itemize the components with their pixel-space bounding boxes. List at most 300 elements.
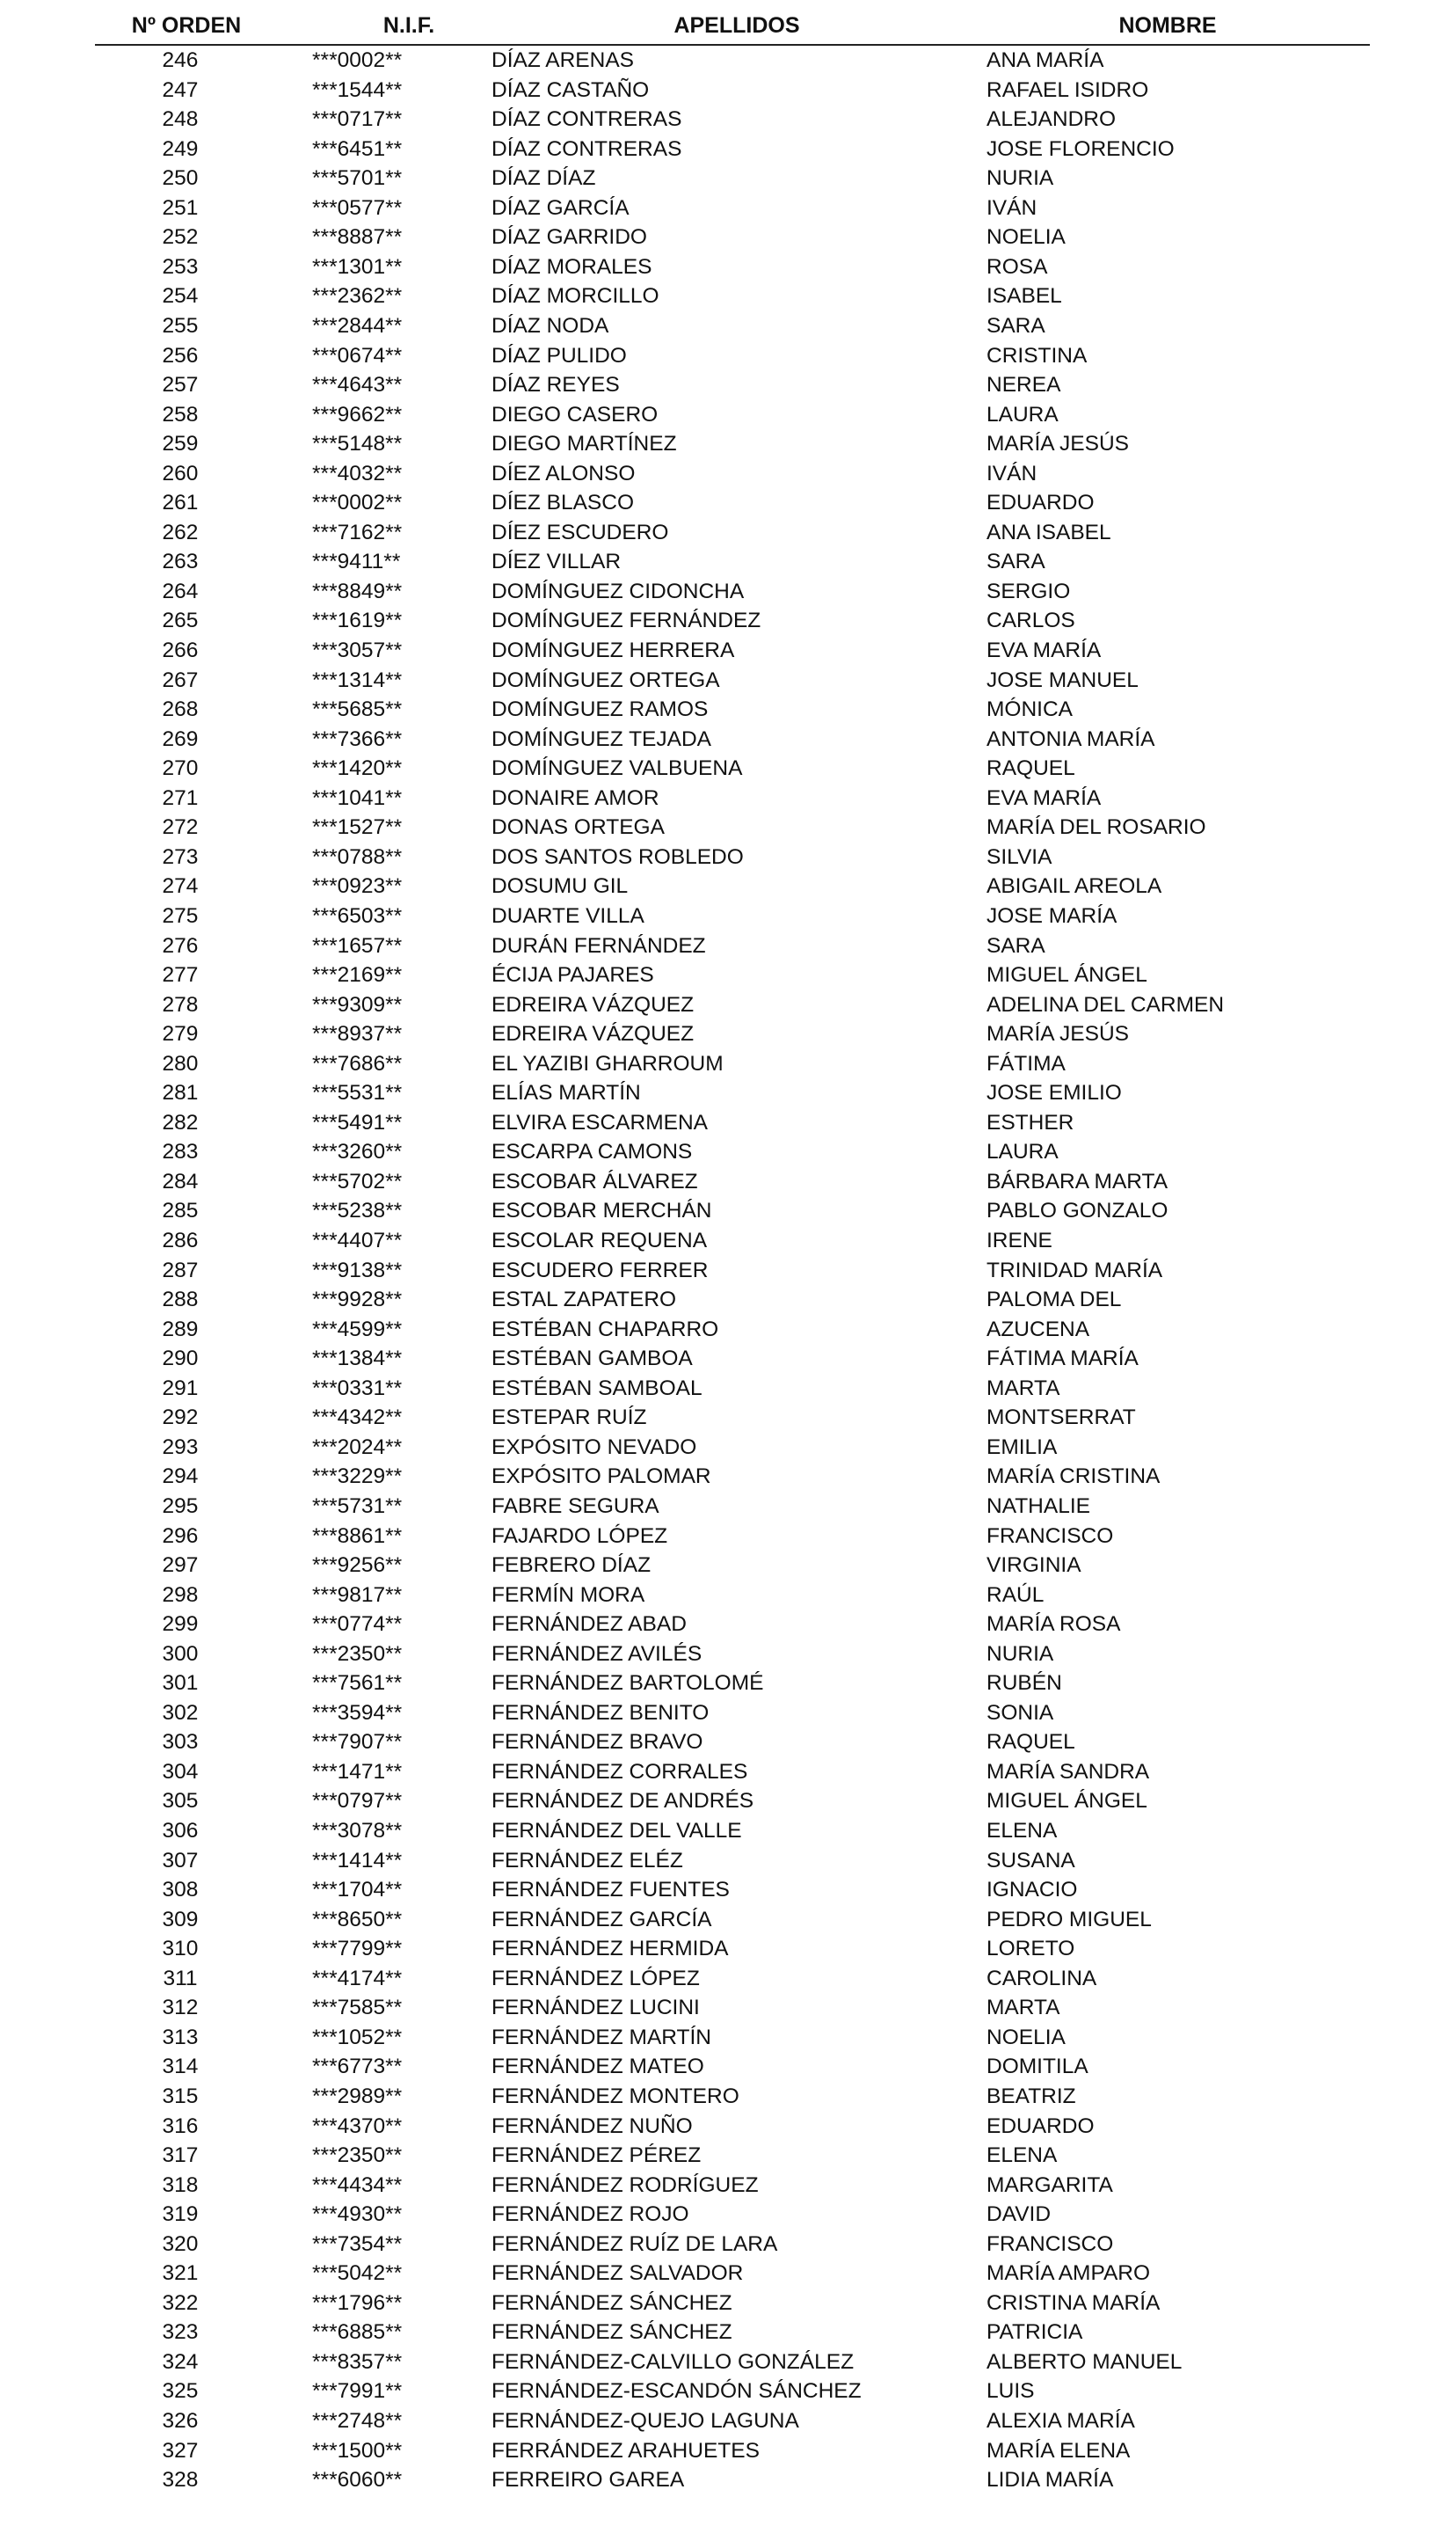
table-row [0, 1462, 1456, 1492]
table-row [0, 1226, 1456, 1256]
cell-apellidos: DÍEZ ESCUDERO [491, 520, 669, 544]
cell-orden: 280 [162, 1051, 199, 1076]
cell-nombre: ANA ISABEL [986, 520, 1111, 544]
table-row [0, 1137, 1456, 1167]
cell-apellidos: FERNÁNDEZ MONTERO [491, 2084, 739, 2108]
cell-nif: ***6885** [312, 2320, 403, 2345]
cell-orden: 269 [162, 726, 199, 751]
cell-nombre: EDUARDO [986, 2114, 1095, 2138]
header-nombre: NOMBRE [1118, 13, 1217, 38]
cell-apellidos: DÍAZ GARRIDO [491, 225, 647, 250]
table-row [0, 1433, 1456, 1463]
cell-nombre: ISABEL [986, 284, 1062, 309]
cell-orden: 273 [162, 844, 199, 869]
cell-apellidos: DÍEZ VILLAR [491, 550, 622, 574]
cell-nombre: SARA [986, 933, 1045, 958]
cell-nombre: ALEXIA MARÍA [986, 2409, 1135, 2433]
cell-nombre: ROSA [986, 254, 1048, 279]
table-row [0, 1285, 1456, 1315]
table-row [0, 46, 1456, 76]
table-row [0, 1108, 1456, 1138]
cell-nif: ***3078** [312, 1819, 403, 1843]
table-row [0, 1639, 1456, 1669]
cell-apellidos: FERNÁNDEZ-CALVILLO GONZÁLEZ [491, 2349, 855, 2374]
cell-nombre: CARLOS [986, 609, 1075, 633]
cell-nif: ***9411** [312, 550, 401, 574]
table-row [0, 1846, 1456, 1876]
cell-nombre: ANTONIA MARÍA [986, 726, 1155, 751]
table-row [0, 2318, 1456, 2347]
table-row [0, 1816, 1456, 1846]
cell-apellidos: DOMÍNGUEZ VALBUENA [491, 756, 743, 781]
cell-apellidos: ESTEPAR RUÍZ [491, 1405, 647, 1430]
cell-nombre: MARÍA CRISTINA [986, 1464, 1161, 1489]
cell-apellidos: DÍAZ REYES [491, 373, 620, 398]
cell-nombre: MARTA [986, 1376, 1060, 1400]
cell-nombre: LIDIA MARÍA [986, 2468, 1114, 2493]
cell-nombre: CRISTINA MARÍA [986, 2290, 1161, 2315]
cell-nif: ***2989** [312, 2084, 403, 2108]
cell-orden: 310 [162, 1937, 199, 1961]
cell-nombre: ANA MARÍA [986, 48, 1104, 72]
table-row [0, 784, 1456, 814]
cell-apellidos: FERNÁNDEZ BENITO [491, 1700, 710, 1725]
cell-nif: ***1500** [312, 2438, 403, 2463]
cell-nombre: PEDRO MIGUEL [986, 1907, 1152, 1931]
cell-nombre: TRINIDAD MARÍA [986, 1258, 1163, 1282]
cell-apellidos: ESTÉBAN CHAPARRO [491, 1317, 719, 1341]
cell-orden: 265 [162, 609, 199, 633]
cell-orden: 302 [162, 1700, 199, 1725]
cell-nif: ***4032** [312, 461, 403, 485]
cell-nombre: JOSE MANUEL [986, 668, 1139, 692]
cell-orden: 319 [162, 2202, 199, 2227]
cell-nif: ***5702** [312, 1169, 403, 1194]
cell-nif: ***4434** [312, 2172, 403, 2197]
cell-nombre: EMILIA [986, 1435, 1058, 1459]
cell-apellidos: FERNÁNDEZ DE ANDRÉS [491, 1789, 754, 1814]
table-row [0, 429, 1456, 459]
cell-nombre: IGNACIO [986, 1878, 1078, 1902]
cell-nombre: MONTSERRAT [986, 1405, 1136, 1430]
table-row [0, 1668, 1456, 1698]
table-row [0, 1403, 1456, 1433]
cell-orden: 307 [162, 1848, 199, 1873]
table-row [0, 2023, 1456, 2053]
cell-nombre: FRANCISCO [986, 2231, 1114, 2256]
cell-nif: ***8861** [312, 1523, 403, 1548]
cell-nif: ***9138** [312, 1258, 403, 1282]
cell-orden: 304 [162, 1759, 199, 1784]
cell-nombre: NEREA [986, 373, 1061, 398]
table-row [0, 1167, 1456, 1197]
cell-nombre: MARÍA JESÚS [986, 1022, 1130, 1047]
cell-orden: 320 [162, 2231, 199, 2256]
cell-nif: ***4407** [312, 1229, 403, 1252]
cell-apellidos: EDREIRA VÁZQUEZ [491, 1022, 695, 1047]
cell-nif: ***4370** [312, 2114, 403, 2138]
table-row [0, 1727, 1456, 1757]
cell-nif: ***0788** [312, 844, 403, 869]
cell-nombre: BÁRBARA MARTA [986, 1169, 1168, 1194]
cell-apellidos: FERNÁNDEZ-ESCANDÓN SÁNCHEZ [491, 2379, 862, 2404]
cell-nombre: RAFAEL ISIDRO [986, 77, 1149, 102]
cell-orden: 266 [162, 639, 199, 662]
cell-nif: ***8650** [312, 1907, 403, 1931]
cell-nombre: MARÍA AMPARO [986, 2261, 1151, 2286]
cell-nombre: MARÍA DEL ROSARIO [986, 815, 1206, 840]
cell-nif: ***7366** [312, 726, 403, 751]
table-row [0, 341, 1456, 371]
cell-nombre: VIRGINIA [986, 1553, 1081, 1578]
cell-nif: ***1420** [312, 756, 403, 781]
cell-nif: ***7907** [312, 1730, 403, 1755]
cell-orden: 246 [162, 48, 199, 72]
cell-nif: ***5685** [312, 697, 403, 722]
table-row [0, 695, 1456, 725]
cell-orden: 268 [162, 697, 199, 722]
table-row [0, 2436, 1456, 2466]
cell-orden: 281 [162, 1081, 199, 1106]
cell-nombre: LORETO [986, 1937, 1075, 1961]
cell-orden: 296 [162, 1523, 199, 1548]
cell-nombre: MÓNICA [986, 697, 1073, 722]
cell-nombre: DAVID [986, 2202, 1052, 2227]
cell-nif: ***1704** [312, 1878, 403, 1902]
cell-nif: ***1414** [312, 1848, 403, 1873]
cell-nombre: RAQUEL [986, 1730, 1075, 1755]
cell-nombre: PALOMA DEL [986, 1288, 1122, 1312]
cell-nif: ***4342** [312, 1405, 403, 1430]
cell-orden: 292 [162, 1405, 199, 1430]
cell-nif: ***0577** [312, 195, 403, 220]
cell-apellidos: EL YAZIBI GHARROUM [491, 1051, 724, 1076]
cell-apellidos: DUARTE VILLA [491, 903, 644, 928]
cell-orden: 283 [162, 1140, 199, 1164]
cell-apellidos: DONAS ORTEGA [491, 815, 665, 840]
cell-orden: 277 [162, 963, 199, 988]
header-nif: N.I.F. [382, 13, 435, 38]
cell-apellidos: ESTAL ZAPATERO [491, 1288, 677, 1312]
table-row [0, 1934, 1456, 1964]
cell-orden: 306 [162, 1819, 199, 1843]
cell-apellidos: DÍEZ ALONSO [491, 461, 636, 485]
cell-nombre: IVÁN [986, 461, 1037, 485]
cell-apellidos: DÍAZ NODA [491, 313, 609, 338]
cell-nif: ***1314** [312, 668, 403, 692]
cell-nif: ***8849** [312, 579, 403, 603]
table-row [0, 1551, 1456, 1581]
cell-apellidos: FAJARDO LÓPEZ [491, 1523, 668, 1548]
cell-nombre: SARA [986, 313, 1045, 338]
cell-nombre: SARA [986, 550, 1045, 574]
cell-nombre: CRISTINA [986, 343, 1088, 368]
table-row [0, 2406, 1456, 2436]
table-row [0, 1019, 1456, 1049]
cell-apellidos: ESCUDERO FERRER [491, 1258, 709, 1282]
cell-nif: ***9928** [312, 1288, 403, 1312]
cell-nif: ***8937** [312, 1022, 403, 1047]
cell-nif: ***7991** [312, 2379, 403, 2404]
cell-apellidos: FERNÁNDEZ DEL VALLE [491, 1819, 742, 1843]
cell-orden: 252 [162, 225, 199, 250]
header-orden: Nº ORDEN [131, 13, 242, 38]
cell-orden: 287 [162, 1258, 199, 1282]
cell-apellidos: FERNÁNDEZ ELÉZ [491, 1848, 683, 1873]
cell-orden: 284 [162, 1169, 199, 1194]
table-row [0, 577, 1456, 607]
cell-nombre: ELENA [986, 1819, 1058, 1843]
cell-orden: 256 [162, 343, 199, 368]
cell-nombre: JOSE MARÍA [986, 903, 1117, 928]
cell-nif: ***7686** [312, 1051, 403, 1076]
cell-apellidos: FERNÁNDEZ LUCINI [491, 1996, 700, 2020]
cell-nif: ***0774** [312, 1612, 403, 1637]
cell-apellidos: ÉCIJA PAJARES [491, 963, 654, 988]
cell-orden: 305 [162, 1789, 199, 1814]
table-row [0, 960, 1456, 990]
cell-nombre: CAROLINA [986, 1966, 1097, 1990]
cell-apellidos: DOMÍNGUEZ FERNÁNDEZ [491, 609, 761, 633]
cell-orden: 264 [162, 579, 199, 603]
cell-orden: 294 [162, 1464, 199, 1489]
cell-nif: ***3229** [312, 1464, 403, 1489]
cell-nif: ***0717** [312, 107, 403, 132]
cell-orden: 291 [162, 1376, 199, 1400]
table-row [0, 1492, 1456, 1522]
cell-apellidos: ESTÉBAN GAMBOA [491, 1347, 693, 1371]
cell-apellidos: DÍAZ MORALES [491, 254, 652, 279]
table-row [0, 1522, 1456, 1551]
cell-orden: 272 [162, 815, 199, 840]
cell-orden: 321 [162, 2261, 199, 2286]
cell-nombre: ALBERTO MANUEL [986, 2349, 1183, 2374]
table-row [0, 931, 1456, 961]
cell-apellidos: FERNÁNDEZ SÁNCHEZ [491, 2320, 732, 2345]
table-row [0, 606, 1456, 636]
cell-nombre: BEATRIZ [986, 2084, 1076, 2108]
cell-nombre: IRENE [986, 1229, 1052, 1252]
cell-apellidos: FERNÁNDEZ CORRALES [491, 1759, 748, 1784]
cell-orden: 308 [162, 1878, 199, 1902]
cell-apellidos: FERNÁNDEZ BARTOLOMÉ [491, 1671, 764, 1696]
cell-nif: ***2350** [312, 1641, 403, 1666]
cell-apellidos: FERNÁNDEZ ABAD [491, 1612, 687, 1637]
cell-nif: ***5701** [312, 166, 403, 191]
cell-apellidos: ESCOBAR MERCHÁN [491, 1199, 712, 1223]
cell-nombre: ADELINA DEL CARMEN [986, 992, 1225, 1017]
cell-orden: 318 [162, 2172, 199, 2197]
table-row [0, 311, 1456, 341]
cell-apellidos: FERNÁNDEZ MATEO [491, 2055, 704, 2079]
table-row [0, 1196, 1456, 1226]
cell-nif: ***2844** [312, 313, 403, 338]
cell-apellidos: DOMÍNGUEZ HERRERA [491, 639, 735, 662]
cell-orden: 300 [162, 1641, 199, 1666]
cell-apellidos: ELÍAS MARTÍN [491, 1081, 641, 1106]
table-row [0, 488, 1456, 518]
cell-nif: ***5042** [312, 2261, 403, 2286]
cell-apellidos: FERNÁNDEZ ROJO [491, 2202, 689, 2227]
table-row [0, 2052, 1456, 2082]
cell-orden: 309 [162, 1907, 199, 1931]
cell-apellidos: FERNÁNDEZ SALVADOR [491, 2261, 744, 2286]
cell-nif: ***4643** [312, 373, 403, 398]
cell-apellidos: EXPÓSITO PALOMAR [491, 1464, 711, 1489]
cell-orden: 324 [162, 2349, 199, 2374]
cell-orden: 285 [162, 1199, 199, 1223]
cell-apellidos: ELVIRA ESCARMENA [491, 1110, 708, 1135]
cell-apellidos: DOMÍNGUEZ RAMOS [491, 697, 709, 722]
cell-apellidos: FERNÁNDEZ RUÍZ DE LARA [491, 2231, 778, 2256]
cell-nombre: JOSE EMILIO [986, 1081, 1122, 1106]
table-row [0, 1610, 1456, 1639]
cell-nombre: MARÍA ROSA [986, 1612, 1121, 1637]
table-row [0, 2259, 1456, 2289]
cell-orden: 253 [162, 254, 199, 279]
cell-nif: ***6060** [312, 2468, 403, 2493]
cell-nombre: SERGIO [986, 579, 1071, 603]
cell-orden: 263 [162, 550, 199, 574]
cell-nif: ***1619** [312, 609, 403, 633]
cell-orden: 328 [162, 2468, 199, 2493]
table-row [0, 2465, 1456, 2495]
cell-nif: ***0002** [312, 491, 403, 515]
table-row [0, 1875, 1456, 1905]
cell-nif: ***1796** [312, 2290, 403, 2315]
cell-orden: 312 [162, 1996, 199, 2020]
cell-apellidos: DÍAZ ARENAS [491, 48, 635, 72]
cell-apellidos: FERNÁNDEZ BRAVO [491, 1730, 703, 1755]
cell-apellidos: DOMÍNGUEZ CIDONCHA [491, 579, 745, 603]
cell-apellidos: FERREIRO GAREA [491, 2468, 685, 2493]
cell-nombre: ESTHER [986, 1110, 1074, 1135]
table-row [0, 2376, 1456, 2406]
cell-apellidos: DÍAZ CASTAÑO [491, 77, 650, 102]
cell-orden: 261 [162, 491, 199, 515]
cell-orden: 323 [162, 2320, 199, 2345]
cell-nif: ***1471** [312, 1759, 403, 1784]
cell-orden: 248 [162, 107, 199, 132]
cell-orden: 247 [162, 77, 199, 102]
cell-apellidos: FERNÁNDEZ LÓPEZ [491, 1966, 700, 1990]
table-row [0, 400, 1456, 430]
cell-orden: 255 [162, 313, 199, 338]
cell-nif: ***5531** [312, 1081, 403, 1106]
cell-orden: 288 [162, 1288, 199, 1312]
table-row [0, 459, 1456, 489]
cell-apellidos: FERRÁNDEZ ARAHUETES [491, 2438, 760, 2463]
cell-nombre: RAQUEL [986, 756, 1075, 781]
cell-apellidos: DOMÍNGUEZ ORTEGA [491, 668, 720, 692]
table-row [0, 1256, 1456, 1286]
table-row [0, 872, 1456, 902]
cell-nombre: LUIS [986, 2379, 1035, 2404]
cell-nif: ***1527** [312, 815, 403, 840]
cell-nombre: SONIA [986, 1700, 1054, 1725]
cell-orden: 270 [162, 756, 199, 781]
cell-nombre: DOMITILA [986, 2055, 1088, 2079]
table-row [0, 2200, 1456, 2230]
cell-apellidos: FERMÍN MORA [491, 1582, 645, 1607]
cell-nombre: MARGARITA [986, 2172, 1113, 2197]
cell-nombre: JOSE FLORENCIO [986, 136, 1175, 161]
table-row [0, 252, 1456, 282]
cell-nombre: RAÚL [986, 1582, 1045, 1607]
cell-apellidos: DÍEZ BLASCO [491, 491, 635, 515]
cell-apellidos: DOMÍNGUEZ TEJADA [491, 726, 712, 751]
cell-orden: 322 [162, 2290, 199, 2315]
cell-apellidos: DURÁN FERNÁNDEZ [491, 933, 706, 958]
cell-nombre: SILVIA [986, 844, 1052, 869]
cell-nombre: PATRICIA [986, 2320, 1083, 2345]
cell-orden: 258 [162, 402, 199, 427]
cell-apellidos: ESCOLAR REQUENA [491, 1229, 708, 1252]
cell-nif: ***3057** [312, 639, 403, 662]
cell-orden: 301 [162, 1671, 199, 1696]
cell-orden: 293 [162, 1435, 199, 1459]
cell-apellidos: DOS SANTOS ROBLEDO [491, 844, 744, 869]
cell-orden: 271 [162, 785, 199, 810]
cell-orden: 327 [162, 2438, 199, 2463]
cell-orden: 311 [163, 1966, 198, 1990]
cell-nif: ***4174** [312, 1966, 403, 1990]
cell-apellidos: ESCOBAR ÁLVAREZ [491, 1169, 698, 1194]
table-row [0, 1049, 1456, 1079]
table-row [0, 1344, 1456, 1374]
cell-nif: ***0923** [312, 874, 403, 899]
cell-apellidos: ESTÉBAN SAMBOAL [491, 1376, 703, 1400]
cell-orden: 257 [162, 373, 199, 398]
cell-nif: ***4930** [312, 2202, 403, 2227]
cell-nombre: NURIA [986, 166, 1054, 191]
table-row [0, 990, 1456, 1020]
cell-apellidos: DÍAZ DÍAZ [491, 166, 596, 191]
cell-apellidos: FERNÁNDEZ GARCÍA [491, 1907, 712, 1931]
cell-nif: ***8357** [312, 2349, 403, 2374]
cell-orden: 299 [162, 1612, 199, 1637]
cell-orden: 279 [162, 1022, 199, 1047]
cell-orden: 259 [162, 432, 199, 456]
cell-apellidos: FABRE SEGURA [491, 1493, 659, 1518]
table-row [0, 2112, 1456, 2142]
table-row [0, 223, 1456, 252]
table-row [0, 2289, 1456, 2318]
table-row [0, 2347, 1456, 2377]
cell-apellidos: FEBRERO DÍAZ [491, 1553, 652, 1578]
cell-orden: 316 [162, 2114, 199, 2138]
cell-nombre: PABLO GONZALO [986, 1199, 1168, 1223]
cell-nif: ***5731** [312, 1493, 403, 1518]
cell-nombre: ABIGAIL AREOLA [986, 874, 1162, 899]
cell-nif: ***0331** [312, 1376, 403, 1400]
cell-nombre: MARÍA ELENA [986, 2438, 1131, 2463]
table-row [0, 164, 1456, 193]
table-row [0, 1315, 1456, 1345]
table-row [0, 2230, 1456, 2260]
table-row [0, 1581, 1456, 1610]
cell-nif: ***5491** [312, 1110, 403, 1135]
cell-nif: ***7561** [312, 1671, 403, 1696]
cell-orden: 276 [162, 933, 199, 958]
cell-nif: ***7354** [312, 2231, 403, 2256]
cell-apellidos: DIEGO CASERO [491, 402, 659, 427]
table-row [0, 2141, 1456, 2171]
cell-apellidos: FERNÁNDEZ RODRÍGUEZ [491, 2172, 759, 2197]
cell-orden: 297 [162, 1553, 199, 1578]
cell-nif: ***9256** [312, 1553, 403, 1578]
table-row [0, 2082, 1456, 2112]
